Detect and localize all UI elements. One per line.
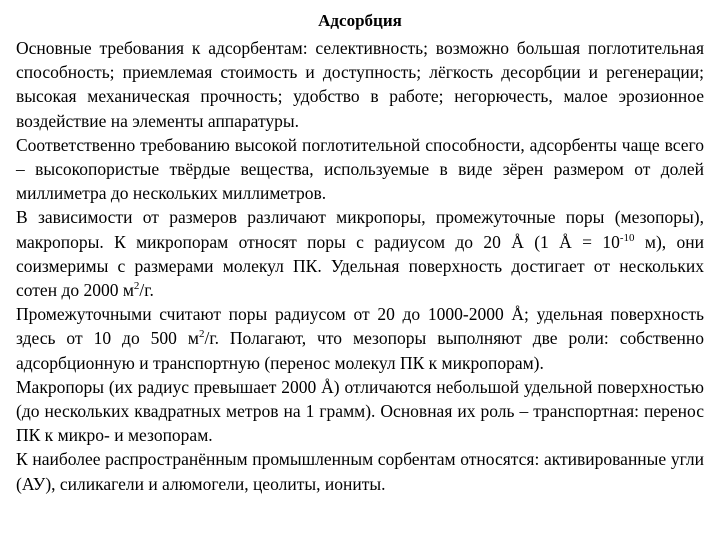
slide-body — [16, 36, 704, 496]
pore-types-text-a: В зависимости от размеров различают микропоры, промежуточные поры (мезопоры), макропоры. К микропорам относят поры с радиусом до 20 Å (1 Å = 10 — [16, 207, 704, 252]
slide-title: Адсорбция — [318, 11, 402, 30]
pore-types-text-b: м), они соизмеримы с размерами молекул ПК. Удельная поверхность достигает от нескольких сотен до 2000 м — [16, 231, 704, 301]
mesopores-text-b: /г. Полагают, что мезопоры выполняют две роли: собственно адсорбционную и транспортную (перенос молекул ПК к микропорам). — [16, 328, 704, 373]
paragraph-requirements: Основные требования к адсорбентам: селективность; возможно большая поглотительная способность; приемлемая стоимость и доступность; лёгкость десорбции и регенерации; высокая механическая прочность; удобство в работе; негорючесть, малое эрозионное воздействие на элементы аппаратуры. — [16, 38, 704, 131]
mesopores-exponent: 2 — [199, 328, 205, 341]
mesopores-text-a: Промежуточными считают поры радиусом от 20 до 1000-2000 Å; удельная поверхность здесь от 10 до 500 м — [16, 304, 704, 349]
paragraph-pore-types — [16, 205, 704, 302]
pore-types-exponent-1: -10 — [619, 231, 635, 244]
paragraph-sorbents: К наиболее распространённым промышленным сорбентам относятся: активированные угли (АУ), силикагели и алюмогели, цеолиты, иониты. — [16, 449, 704, 494]
paragraph-porous-solids: Соответственно требованию высокой поглотительной способности, адсорбенты чаще всего – высокопористые твёрдые вещества, используемые в виде зёрен размером от долей миллиметра до нескольких миллиметров. — [16, 134, 704, 204]
paragraph-macropores: Макропоры (их радиус превышает 2000 Å) отличаются небольшой удельной поверхностью (до нескольких квадратных метров на 1 грамм). Основная их роль – транспортная: перенос ПК к микро- и мезопорам. — [16, 376, 704, 446]
pore-types-exponent-2: 2 — [133, 280, 140, 293]
paragraph-mesopores — [16, 302, 704, 375]
pore-types-text-c: /г. — [139, 280, 154, 301]
